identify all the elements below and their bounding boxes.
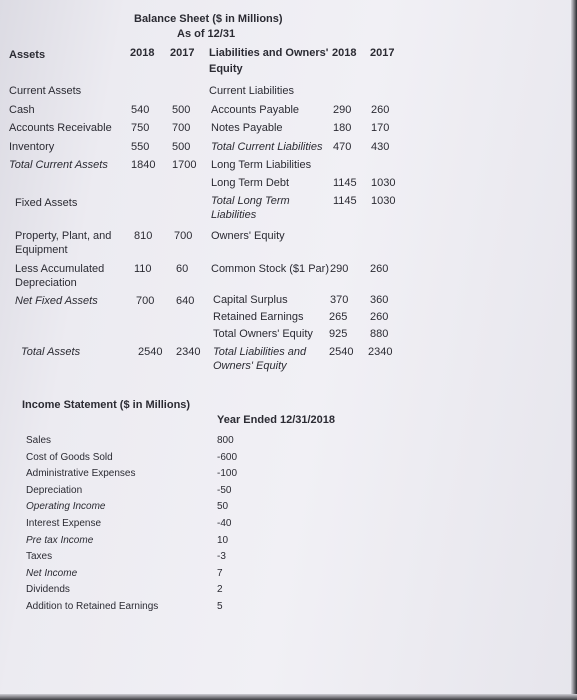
ppe-2018: 810	[134, 230, 153, 242]
long-term-debt-2017: 1030	[371, 177, 396, 189]
liabilities-heading: Liabilities and Owners'	[209, 47, 329, 59]
retained-earnings-2017: 260	[370, 311, 389, 323]
income-row-label: Dividends	[26, 584, 70, 595]
income-row-value: 7	[217, 568, 223, 579]
common-stock-label: Common Stock ($1 Par)	[211, 263, 329, 275]
net-fixed-assets-2018: 700	[136, 295, 155, 307]
income-row-label: Net Income	[26, 568, 78, 579]
current-liabilities-heading: Current Liabilities	[209, 85, 294, 97]
cash-2018: 540	[131, 104, 150, 116]
total-current-assets-label: Total Current Assets	[9, 159, 108, 171]
net-fixed-assets-label: Net Fixed Assets	[15, 295, 98, 307]
capital-surplus-label: Capital Surplus	[213, 294, 288, 306]
income-row-label: Interest Expense	[26, 518, 102, 529]
inventory-2017: 500	[172, 141, 191, 153]
accounts-receivable-label: Accounts Receivable	[9, 122, 112, 134]
ppe-label-line2: Equipment	[15, 244, 68, 256]
income-row-label: Pre tax Income	[26, 535, 94, 546]
total-long-term-liabilities-label-line2: Liabilities	[211, 209, 257, 221]
total-owners-equity-2018: 925	[329, 328, 348, 340]
notes-payable-2018: 180	[333, 122, 352, 134]
liabilities-heading-line2: Equity	[209, 63, 243, 75]
accumulated-depreciation-2017: 60	[176, 263, 189, 275]
income-row-value: -40	[217, 518, 232, 529]
income-row-label: Taxes	[26, 551, 53, 562]
income-period-header: Year Ended 12/31/2018	[217, 414, 336, 426]
income-row-label: Addition to Retained Earnings	[26, 601, 159, 612]
long-term-debt-label: Long Term Debt	[211, 177, 290, 189]
assets-year-2017: 2017	[170, 47, 195, 59]
ppe-label: Property, Plant, and	[15, 230, 112, 242]
income-row-value: 800	[217, 435, 234, 446]
photo-edge-right	[571, 0, 577, 700]
accounts-payable-label: Accounts Payable	[211, 104, 300, 116]
current-assets-heading: Current Assets	[9, 85, 82, 97]
income-row-value: -600	[217, 452, 238, 463]
assets-year-2018: 2018	[130, 47, 155, 59]
accounts-payable-2017: 260	[371, 104, 390, 116]
total-long-term-liabilities-label: Total Long Term	[211, 195, 290, 207]
total-current-assets-2018: 1840	[131, 159, 156, 171]
total-long-term-liabilities-2017: 1030	[371, 195, 396, 207]
income-row-label: Cost of Goods Sold	[26, 452, 113, 463]
ppe-2017: 700	[174, 230, 193, 242]
photo-edge-bottom	[0, 694, 577, 700]
income-row-value: 50	[217, 501, 229, 512]
net-fixed-assets-2017: 640	[176, 295, 195, 307]
total-liabilities-equity-2018: 2540	[329, 346, 354, 358]
long-term-liabilities-heading: Long Term Liabilities	[211, 159, 312, 171]
balance-sheet-subtitle: As of 12/31	[177, 28, 236, 40]
total-long-term-liabilities-2018: 1145	[333, 195, 357, 207]
total-current-assets-2017: 1700	[172, 159, 197, 171]
income-row-value: -3	[217, 551, 226, 562]
retained-earnings-label: Retained Earnings	[213, 311, 304, 323]
total-current-liabilities-2018: 470	[333, 141, 352, 153]
total-owners-equity-2017: 880	[370, 328, 389, 340]
total-assets-label: Total Assets	[21, 346, 81, 358]
cash-2017: 500	[172, 104, 191, 116]
fixed-assets-heading: Fixed Assets	[15, 197, 78, 209]
capital-surplus-2018: 370	[330, 294, 349, 306]
liab-year-2018: 2018	[332, 47, 357, 59]
cash-label: Cash	[9, 104, 35, 116]
liab-year-2017: 2017	[370, 47, 395, 59]
total-current-liabilities-2017: 430	[371, 141, 390, 153]
income-row-label: Administrative Expenses	[26, 468, 136, 479]
total-current-liabilities-label: Total Current Liabilities	[211, 141, 323, 153]
total-liabilities-equity-label-line2: Owners' Equity	[213, 360, 287, 372]
common-stock-2017: 260	[370, 263, 389, 275]
income-row-value: 2	[217, 584, 223, 595]
income-row-label: Sales	[26, 435, 52, 446]
notes-payable-2017: 170	[371, 122, 390, 134]
long-term-debt-2018: 1145	[333, 177, 357, 189]
capital-surplus-2017: 360	[370, 294, 389, 306]
income-row-label: Operating Income	[26, 501, 106, 512]
income-row-label: Depreciation	[26, 485, 83, 496]
inventory-label: Inventory	[9, 141, 55, 153]
notes-payable-label: Notes Payable	[211, 122, 283, 134]
retained-earnings-2018: 265	[329, 311, 348, 323]
common-stock-2018: 290	[330, 263, 349, 275]
owners-equity-heading: Owners' Equity	[211, 230, 285, 242]
income-row-value: 10	[217, 535, 229, 546]
accumulated-depreciation-label-line2: Depreciation	[15, 277, 77, 289]
income-row-value: -50	[217, 485, 232, 496]
accumulated-depreciation-label: Less Accumulated	[15, 263, 105, 275]
income-row-value: 5	[217, 601, 223, 612]
total-assets-2017: 2340	[176, 346, 201, 358]
assets-heading: Assets	[9, 49, 46, 61]
accounts-receivable-2018: 750	[131, 122, 150, 134]
accounts-payable-2018: 290	[333, 104, 352, 116]
balance-sheet-title: Balance Sheet ($ in Millions)	[134, 13, 283, 25]
accumulated-depreciation-2018: 110	[134, 263, 152, 275]
income-statement-title: Income Statement ($ in Millions)	[22, 399, 191, 411]
total-assets-2018: 2540	[138, 346, 163, 358]
total-liabilities-equity-2017: 2340	[368, 346, 393, 358]
total-liabilities-equity-label: Total Liabilities and	[213, 346, 307, 358]
inventory-2018: 550	[131, 141, 150, 153]
total-owners-equity-label: Total Owners' Equity	[213, 328, 313, 340]
accounts-receivable-2017: 700	[172, 122, 191, 134]
income-row-value: -100	[217, 468, 238, 479]
